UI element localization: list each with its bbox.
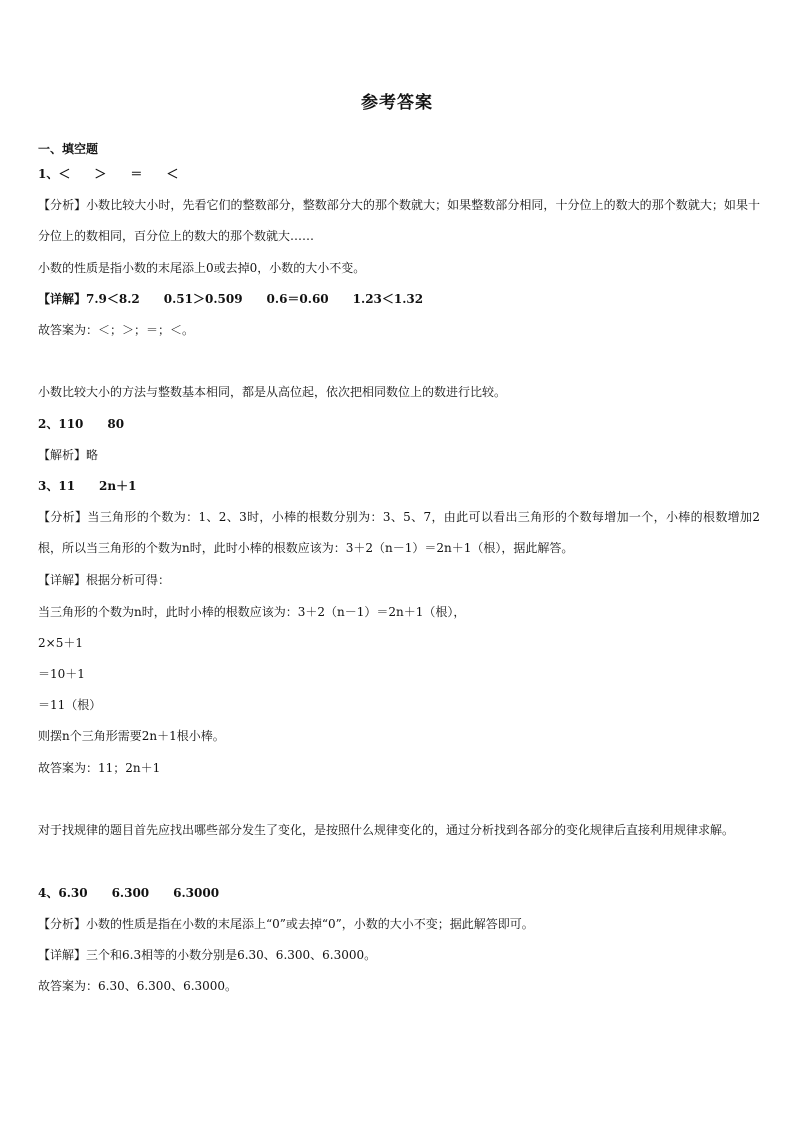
q2-analysis: 【解析】略 <box>38 448 99 462</box>
section-heading: 一、填空题 <box>38 142 99 156</box>
q3-answer: 3、11 2n＋1 <box>38 479 137 493</box>
q1-analysis: 【分析】小数比较大小时，先看它们的整数部分，整数部分大的那个数就大；如果整数部分相同，十分位上的数大的那个数就大；如果十分位上的数相同，百分位上的数大的那个数就大…… <box>38 198 760 243</box>
q1-property: 小数的性质是指小数的末尾添上0或去掉0，小数的大小不变。 <box>38 261 366 275</box>
q1-final: 故答案为：＜；＞；＝；＜。 <box>38 323 195 337</box>
q3-calc3: ＝11（根） <box>38 698 102 712</box>
q4-analysis: 【分析】小数的性质是指在小数的末尾添上“0”或去掉“0”，小数的大小不变；据此解答即可。 <box>38 917 534 931</box>
q3-analysis: 【分析】当三角形的个数为：1、2、3时，小棒的根数分别为：3、5、7，由此可以看出三角形的个数每增加一个，小棒的根数增加2根，所以当三角形的个数为n时，此时小棒的根数应该为：3＋2（n－1）＝2n＋1（根），据此解答。 <box>38 510 760 555</box>
q3-line2: 则摆n个三角形需要2n＋1根小棒。 <box>38 729 225 743</box>
q4-detail: 【详解】三个和6.3相等的小数分别是6.30、6.300、6.3000。 <box>38 948 377 962</box>
q4-final: 故答案为：6.30、6.300、6.3000。 <box>38 979 238 993</box>
q3-calc2: ＝10＋1 <box>38 667 85 681</box>
q3-final: 故答案为：11；2n＋1 <box>38 761 161 775</box>
q1-detail: 【详解】7.9＜8.2 0.51＞0.509 0.6＝0.60 1.23＜1.32 <box>38 292 424 306</box>
page-title: 参考答案 <box>361 93 433 113</box>
q1-note: 小数比较大小的方法与整数基本相同，都是从高位起，依次把相同数位上的数进行比较。 <box>38 385 507 399</box>
q3-line1: 当三角形的个数为n时，此时小棒的根数应该为：3＋2（n－1）＝2n＋1（根）， <box>38 605 466 619</box>
q3-calc1: 2×5＋1 <box>38 636 83 650</box>
q4-answer: 4、6.30 6.300 6.3000 <box>38 886 220 900</box>
q1-answer: 1、＜ ＞ ＝ ＜ <box>38 167 179 181</box>
q2-answer: 2、110 80 <box>38 417 125 431</box>
q3-note: 对于找规律的题目首先应找出哪些部分发生了变化，是按照什么规律变化的，通过分析找到各部分的变化规律后直接利用规律求解。 <box>38 823 735 837</box>
q3-detail: 【详解】根据分析可得： <box>38 573 171 587</box>
